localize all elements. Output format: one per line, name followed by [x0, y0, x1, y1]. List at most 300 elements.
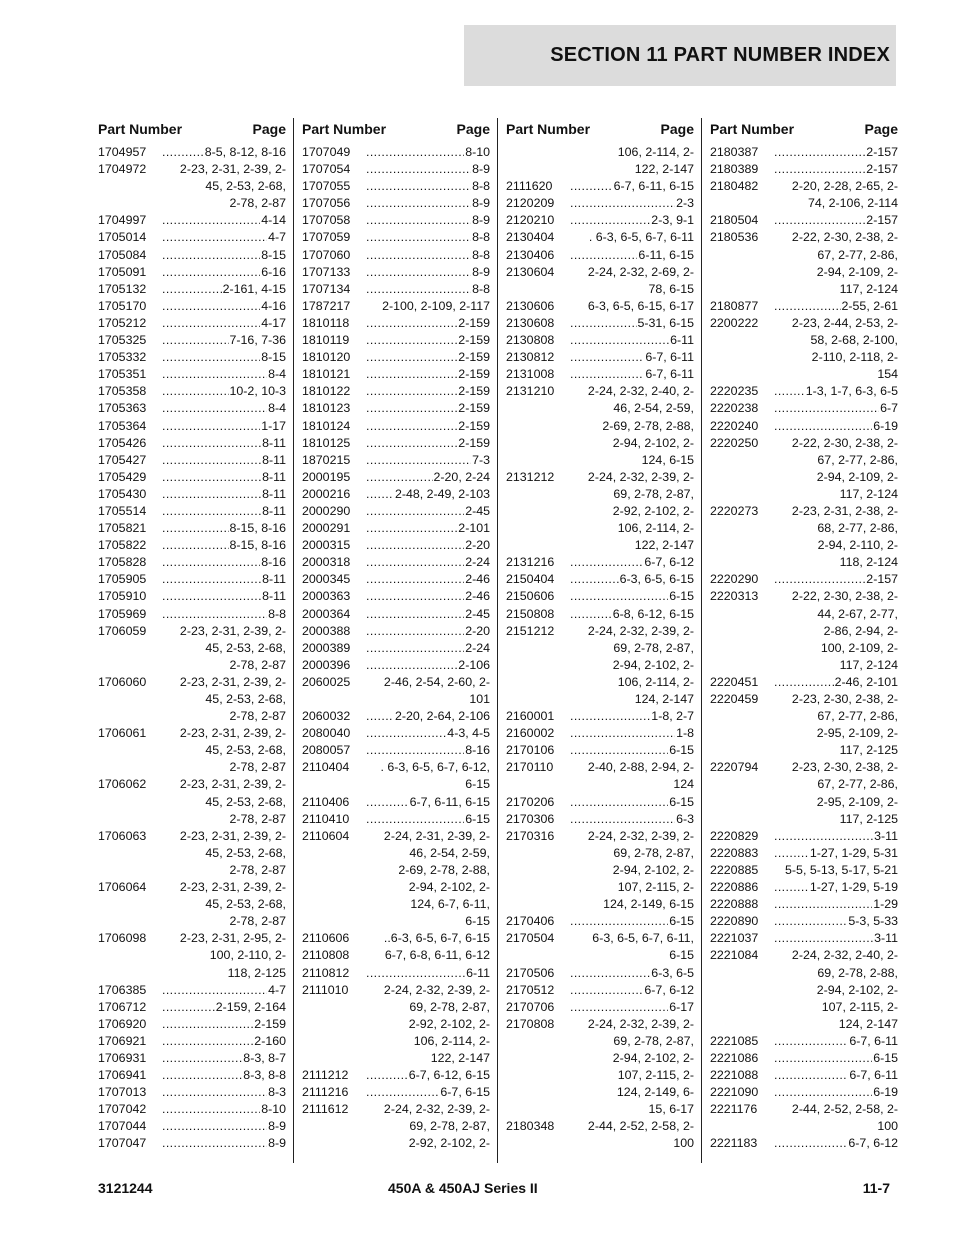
- dot-leader-line: [570, 247, 694, 264]
- part-number-heading: Part Number: [710, 121, 795, 137]
- page-reference: 1-27, 1-29, 5-31: [809, 845, 898, 860]
- page-refs: [774, 1050, 898, 1067]
- page-reference: 6-15: [669, 794, 694, 809]
- dot-leader-line: [774, 879, 898, 896]
- page-reference: 6-7, 6-11, 6-15: [409, 794, 490, 809]
- part-number: 2160001: [506, 709, 555, 724]
- dot-leader: [366, 229, 471, 246]
- page-refs: [366, 759, 490, 793]
- part-number: 1810119: [302, 333, 350, 348]
- page-reference-line: 124, 2-149, 6-15: [603, 897, 694, 912]
- dot-leader: [774, 1033, 848, 1050]
- dot-leader-line: [366, 588, 490, 605]
- page-reference-line: 2-23, 2-30, 2-38, 2-: [791, 760, 898, 775]
- dot-leader: [366, 332, 457, 349]
- page-refs: [774, 862, 898, 879]
- page-refs: [162, 349, 286, 366]
- dot-leader-line: [774, 571, 898, 588]
- part-number: 1705364: [98, 418, 147, 433]
- dot-leader-line: [774, 212, 898, 229]
- index-entry: [98, 879, 286, 930]
- part-number: 2130808: [506, 333, 555, 348]
- dot-leader: [162, 212, 260, 229]
- page-reference: 6-3, 6-5: [651, 965, 694, 980]
- index-entry: [302, 281, 490, 298]
- index-entry: [98, 674, 286, 725]
- index-entry: [710, 161, 898, 178]
- index-entry: [98, 828, 286, 879]
- page-refs: [366, 640, 490, 657]
- page-reference: 2-159: [254, 1016, 286, 1031]
- page-refs: [774, 1067, 898, 1084]
- page-reference-line: 74, 2-106, 2-114: [807, 196, 898, 211]
- part-number: 2130812: [506, 350, 555, 365]
- page-refs: [366, 229, 490, 246]
- index-entry: [98, 623, 286, 674]
- page-refs: [162, 229, 286, 246]
- index-entry: [302, 725, 490, 742]
- dot-leader: [162, 315, 260, 332]
- page-reference-line: 44, 2-67, 2-77,: [817, 606, 898, 621]
- index-entry: [710, 418, 898, 435]
- part-number: 2220451: [710, 674, 759, 689]
- page-reference-line: 69, 2-78, 2-87,: [409, 1119, 490, 1134]
- dot-leader: [366, 281, 471, 298]
- dot-leader-line: [162, 1067, 286, 1084]
- page-refs: [366, 435, 490, 452]
- index-entry: [98, 503, 286, 520]
- page-reference: 2-159: [458, 367, 490, 382]
- page-refs: [366, 588, 490, 605]
- part-number: 1705170: [98, 298, 147, 313]
- page-reference-line: 106, 2-114, 2-: [617, 145, 694, 159]
- index-entry: [710, 862, 898, 879]
- page-reference-line: 2-23, 2-30, 2-38, 2-: [791, 692, 898, 706]
- index-entry: [302, 366, 490, 383]
- index-entry: [506, 469, 694, 554]
- dot-leader-line: [366, 212, 490, 229]
- page-reference: 4-7: [268, 982, 286, 997]
- page-reference: 6-19: [873, 418, 898, 433]
- index-entry: [98, 982, 286, 999]
- dot-leader: [162, 366, 267, 383]
- page-refs: [366, 469, 490, 486]
- dot-leader-line: [570, 913, 694, 930]
- page-refs: [774, 1135, 898, 1152]
- page-reference-line: 106, 2-114, 2-: [617, 674, 694, 689]
- dot-leader: [162, 418, 260, 435]
- page-reference: 2-159: [458, 350, 490, 365]
- page-reference-line: 2-92, 2-102, 2-: [612, 503, 694, 518]
- column-divider: [701, 118, 702, 1163]
- dot-leader: [366, 606, 464, 623]
- page-refs: [774, 212, 898, 229]
- index-entry: [98, 247, 286, 264]
- page-reference: 8-10: [261, 1102, 286, 1117]
- dot-leader-line: [162, 332, 286, 349]
- index-entry: [302, 742, 490, 759]
- page-reference-line: 118, 2-124: [839, 555, 898, 570]
- index-entry: [98, 1135, 286, 1152]
- page-refs: [162, 930, 286, 981]
- dot-leader-line: [162, 503, 286, 520]
- index-entry: [710, 229, 898, 297]
- page-reference: 2-101: [458, 521, 490, 536]
- part-number: 2221086: [710, 1050, 759, 1065]
- page-reference-line: 107, 2-115, 2-: [617, 880, 694, 895]
- page-refs: [366, 264, 490, 281]
- dot-leader: [366, 811, 464, 828]
- page-reference-line: 122, 2-147: [634, 162, 694, 177]
- page-refs: [162, 1135, 286, 1152]
- index-entry: [98, 161, 286, 212]
- page-reference-line: 2-78, 2-87: [229, 709, 286, 724]
- index-entry: [98, 1050, 286, 1067]
- index-entry: [98, 776, 286, 827]
- page-refs: [366, 606, 490, 623]
- part-number: 2000318: [302, 555, 351, 570]
- dot-leader: [570, 366, 644, 383]
- part-number: 1707044: [98, 1119, 147, 1134]
- part-number: 2110606: [302, 931, 350, 946]
- index-entry: [302, 435, 490, 452]
- page-refs: [162, 1016, 286, 1033]
- part-number: 2180387: [710, 145, 759, 159]
- page-refs: [366, 503, 490, 520]
- dot-leader: [366, 418, 457, 435]
- index-entry: [302, 571, 490, 588]
- page-reference-line: 2-78, 2-87: [229, 657, 286, 672]
- page-reference-line: 6-15: [465, 914, 490, 929]
- part-number: 1704997: [98, 213, 147, 228]
- dot-leader: [366, 400, 457, 417]
- page-refs: [774, 1084, 898, 1101]
- part-number: 1705084: [98, 247, 147, 262]
- dot-leader: [570, 247, 637, 264]
- page-refs: [366, 144, 490, 161]
- index-entry: [506, 298, 694, 315]
- part-number: 2220238: [710, 401, 759, 416]
- page-reference-line: 2-23, 2-31, 2-39, 2-: [179, 674, 286, 689]
- page-reference: 1-8, 2-7: [651, 709, 694, 724]
- part-number: 2170808: [506, 1016, 555, 1031]
- dot-leader-line: [366, 571, 490, 588]
- part-number: 1810123: [302, 401, 351, 416]
- page-reference-line: 2-94, 2-102, 2-: [612, 1050, 694, 1065]
- dot-leader-line: [366, 161, 490, 178]
- page-reference: 6-7, 6-15: [440, 1085, 490, 1100]
- index-entry: [710, 503, 898, 571]
- dot-leader-line: [366, 537, 490, 554]
- dot-leader: [366, 708, 394, 725]
- page-reference: 8-15: [261, 247, 286, 262]
- dot-leader: [162, 469, 261, 486]
- page-reference: 2-161, 4-15: [222, 281, 286, 296]
- dot-leader-line: [366, 725, 490, 742]
- index-column-4: [710, 118, 898, 1153]
- page-refs: [570, 178, 694, 195]
- page-reference-line: 2-94, 2-110, 2-: [817, 538, 898, 553]
- dot-leader-line: [366, 366, 490, 383]
- dot-leader: [366, 554, 464, 571]
- page-refs: [162, 332, 286, 349]
- index-entry: [98, 930, 286, 981]
- page-reference: 2-160: [254, 1033, 286, 1048]
- page-reference: 6-15: [873, 1050, 898, 1065]
- page-heading: Page: [456, 121, 490, 137]
- index-entry: [302, 982, 490, 1067]
- page-refs: [162, 281, 286, 298]
- page-reference-line: 2-110, 2-118, 2-: [811, 350, 898, 365]
- page-reference-line: 117, 2-125: [839, 743, 898, 758]
- part-number: 2220883: [710, 845, 759, 860]
- dot-leader-line: [162, 1050, 286, 1067]
- page-reference-line: 2-24, 2-32, 2-40, 2-: [587, 384, 694, 399]
- page-reference: 4-17: [261, 315, 286, 330]
- page-reference-line: 2-23, 2-31, 2-39, 2-: [179, 777, 286, 792]
- page-refs: [774, 828, 898, 845]
- part-number: 2111010: [302, 982, 349, 997]
- part-number: 2151212: [506, 623, 555, 638]
- dot-leader: [162, 435, 261, 452]
- dot-leader: [366, 435, 457, 452]
- dot-leader: [570, 571, 619, 588]
- dot-leader-line: [162, 999, 286, 1016]
- part-number: 1706064: [98, 880, 147, 895]
- dot-leader: [162, 400, 267, 417]
- page-reference: 6-15: [465, 811, 490, 826]
- dot-leader: [162, 144, 204, 161]
- dot-leader: [366, 486, 394, 503]
- dot-leader-line: [366, 708, 490, 725]
- part-number: 1706921: [98, 1033, 147, 1048]
- part-number: 2000290: [302, 503, 351, 518]
- index-entry: [710, 435, 898, 503]
- index-entry: [302, 640, 490, 657]
- page-reference-line: 100: [877, 1119, 898, 1134]
- dot-leader-line: [570, 965, 694, 982]
- page-refs: [570, 623, 694, 708]
- dot-leader-line: [366, 469, 490, 486]
- dot-leader: [570, 708, 650, 725]
- dot-leader: [774, 418, 872, 435]
- dot-leader-line: [774, 1084, 898, 1101]
- dot-leader: [570, 178, 613, 195]
- dot-leader-line: [774, 845, 898, 862]
- dot-leader: [162, 982, 267, 999]
- dot-leader: [366, 144, 464, 161]
- part-number: 2000389: [302, 640, 351, 655]
- page-reference: 1-3, 1-7, 6-3, 6-5: [805, 384, 898, 399]
- part-number: 1810125: [302, 435, 351, 450]
- index-entry: [98, 606, 286, 623]
- index-entry: [98, 571, 286, 588]
- page-heading: Page: [864, 121, 898, 137]
- index-entry: [506, 212, 694, 229]
- page-refs: [366, 657, 490, 674]
- dot-leader-line: [774, 161, 898, 178]
- dot-leader-line: [162, 982, 286, 999]
- page-reference-line: 69, 2-78, 2-87,: [613, 640, 694, 655]
- page-reference-line: 107, 2-115, 2-: [821, 999, 898, 1014]
- page-refs: [366, 708, 490, 725]
- page-reference-line: 2-24, 2-31, 2-39, 2-: [383, 828, 490, 843]
- dot-leader: [570, 742, 668, 759]
- page-reference: 1-27, 1-29, 5-19: [809, 880, 898, 895]
- dot-leader-line: [366, 229, 490, 246]
- dot-leader: [774, 571, 865, 588]
- page-refs: [570, 349, 694, 366]
- index-entry: [710, 845, 898, 862]
- index-entry: [302, 1101, 490, 1152]
- page-reference-line: 45, 2-53, 2-68,: [205, 743, 286, 758]
- index-entry: [506, 349, 694, 366]
- dot-leader: [366, 657, 457, 674]
- index-entry: [506, 794, 694, 811]
- page-reference-line: 15, 6-17: [648, 1102, 694, 1117]
- page-refs: [774, 930, 898, 947]
- part-number: 1705426: [98, 435, 147, 450]
- dot-leader-line: [162, 349, 286, 366]
- page-refs: [366, 811, 490, 828]
- index-entry: [98, 537, 286, 554]
- page-refs: [570, 332, 694, 349]
- part-number: 2111612: [302, 1102, 349, 1117]
- dot-leader: [366, 349, 457, 366]
- part-number: 1706063: [98, 828, 147, 843]
- dot-leader-line: [774, 1067, 898, 1084]
- part-number: 2000315: [302, 538, 351, 553]
- page-reference-line: 100, 2-110, 2-: [209, 948, 286, 963]
- page-reference-line: 6-15: [669, 948, 694, 963]
- index-entry: [710, 1101, 898, 1135]
- page-reference-line: 2-20, 2-28, 2-65, 2-: [791, 179, 898, 194]
- dot-leader: [366, 469, 433, 486]
- page-refs: [570, 315, 694, 332]
- page-reference: 6-3: [676, 811, 694, 826]
- index-entry: [710, 1033, 898, 1050]
- part-number-heading: Part Number: [506, 121, 591, 137]
- dot-leader-line: [774, 1033, 898, 1050]
- dot-leader: [162, 999, 215, 1016]
- index-entry: [710, 759, 898, 827]
- index-entry: [506, 965, 694, 982]
- dot-leader-line: [162, 537, 286, 554]
- dot-leader: [366, 366, 457, 383]
- part-number: 1706385: [98, 982, 147, 997]
- dot-leader-line: [570, 999, 694, 1016]
- page-refs: [774, 229, 898, 297]
- page-reference: 3-11: [874, 828, 898, 843]
- dot-leader-line: [366, 281, 490, 298]
- page-reference-line: 2-94, 2-102, 2-: [612, 657, 694, 672]
- part-number: 1705014: [98, 230, 147, 245]
- page-reference: 6-15: [669, 589, 694, 604]
- index-entry: [98, 725, 286, 776]
- dot-leader-line: [162, 588, 286, 605]
- dot-leader: [570, 999, 668, 1016]
- page-reference: 6-7, 6-11: [645, 350, 694, 365]
- index-entry: [506, 606, 694, 623]
- page-refs: [570, 264, 694, 298]
- index-entry: [506, 571, 694, 588]
- dot-leader: [162, 264, 260, 281]
- index-entry: [302, 195, 490, 212]
- dot-leader: [366, 640, 464, 657]
- page-refs: [570, 1118, 694, 1152]
- page-reference: 8-4: [268, 401, 286, 416]
- page-reference-line: 2-24, 2-32, 2-39, 2-: [587, 828, 694, 843]
- dot-leader-line: [162, 1016, 286, 1033]
- index-entry: [302, 178, 490, 195]
- page-reference: 5-3, 5-33: [848, 914, 898, 929]
- part-number: 2170512: [506, 982, 555, 997]
- page-reference: 8-11: [262, 486, 286, 501]
- dot-leader-line: [366, 400, 490, 417]
- index-entry: [710, 913, 898, 930]
- page-reference-line: 2-24, 2-32, 2-40, 2-: [791, 948, 898, 963]
- part-number: 1704957: [98, 145, 147, 159]
- dot-leader: [162, 247, 260, 264]
- part-number: 1706098: [98, 931, 147, 946]
- dot-leader-line: [162, 520, 286, 537]
- dot-leader-line: [366, 623, 490, 640]
- page-reference: 6-15: [669, 743, 694, 758]
- page-refs: [570, 571, 694, 588]
- part-number: 1706920: [98, 1016, 147, 1031]
- index-entry: [98, 1067, 286, 1084]
- index-entry: [710, 383, 898, 400]
- page-reference-line: 2-92, 2-102, 2-: [408, 1016, 490, 1031]
- page-reference-line: 67, 2-77, 2-86,: [817, 709, 898, 724]
- page-reference-line: 124, 6-7, 6-11,: [410, 897, 490, 912]
- page-reference-line: 2-94, 2-102, 2-: [816, 982, 898, 997]
- footer-page-number: 11-7: [862, 1180, 890, 1196]
- part-number: 1705514: [98, 503, 147, 518]
- page-reference: 2-46, 2-101: [834, 674, 898, 689]
- index-entry: [302, 349, 490, 366]
- page-reference: 2-20: [465, 538, 490, 553]
- page-reference: 6-11: [670, 333, 694, 348]
- index-entry: [98, 999, 286, 1016]
- page-reference: 8-8: [472, 281, 490, 296]
- dot-leader-line: [366, 520, 490, 537]
- part-number: 1705132: [98, 281, 147, 296]
- part-number: 2170406: [506, 914, 555, 929]
- dot-leader: [162, 1118, 267, 1135]
- dot-leader: [162, 1067, 242, 1084]
- dot-leader-line: [366, 247, 490, 264]
- index-entry: [506, 247, 694, 264]
- dot-leader-line: [366, 178, 490, 195]
- dot-leader: [366, 503, 464, 520]
- index-entry: [302, 486, 490, 503]
- page-reference-line: 2-95, 2-109, 2-: [816, 726, 898, 741]
- page-reference: 8-3: [268, 1085, 286, 1100]
- page-refs: [366, 332, 490, 349]
- page-refs: [366, 982, 490, 1067]
- index-entry: [710, 896, 898, 913]
- part-number: 2110812: [302, 965, 350, 980]
- dot-leader-line: [366, 452, 490, 469]
- page-refs: [366, 1067, 490, 1084]
- dot-leader: [366, 315, 457, 332]
- page-reference: 2-157: [866, 572, 898, 587]
- part-number: 2000364: [302, 606, 351, 621]
- page-reference-line: 101: [469, 692, 490, 706]
- part-number: 1707133: [302, 264, 351, 279]
- dot-leader: [162, 298, 260, 315]
